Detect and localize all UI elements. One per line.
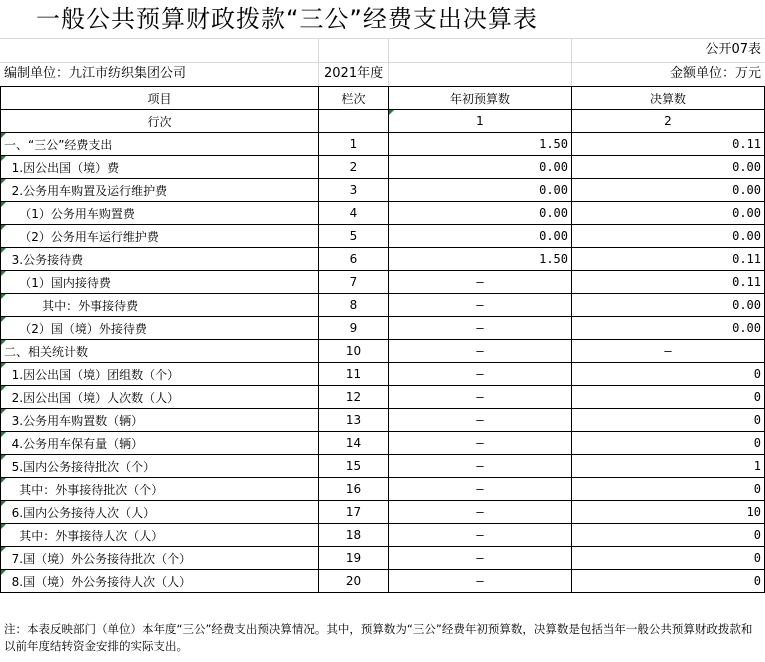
table-row [1,294,765,317]
row-number: 14 [319,432,389,455]
row-actual: 0.00 [572,179,765,202]
row-number: 19 [319,547,389,570]
row-budget: – [389,386,572,409]
table-header-row [1,87,765,110]
table-row [1,501,765,524]
row-actual: 0.00 [572,156,765,179]
row-label: 7.国（境）外公务接待批次（个） [1,547,319,570]
row-budget: 0.00 [389,225,572,248]
table-row [1,432,765,455]
row-label: 1.因公出国（境）团组数（个） [1,363,319,386]
row-label: 1.因公出国（境）费 [1,156,319,179]
table-row [1,455,765,478]
row-number: 16 [319,478,389,501]
row-number: 13 [319,409,389,432]
index-blank [319,110,389,133]
table-row [1,524,765,547]
table-row [1,317,765,340]
row-label: 8.国（境）外公务接待人次（人） [1,570,319,593]
row-budget: – [389,409,572,432]
row-budget: – [389,271,572,294]
table-row [1,156,765,179]
row-label: 其中：外事接待费 [1,294,319,317]
row-actual: 0.00 [572,202,765,225]
row-actual: 0 [572,547,765,570]
table-row [1,570,765,593]
row-actual: 0 [572,363,765,386]
row-number: 17 [319,501,389,524]
row-actual: 10 [572,501,765,524]
row-actual: 0 [572,478,765,501]
report-year: 2021年度 [324,66,384,81]
row-label: （2）公务用车运行维护费 [1,225,319,248]
row-number: 4 [319,202,389,225]
row-budget: 0.00 [389,156,572,179]
row-actual: 0 [572,409,765,432]
row-label: 其中：外事接待批次（个） [1,478,319,501]
table-row [1,225,765,248]
reporting-unit: 编制单位：九江市纺织集团公司 [4,66,187,81]
row-label: 二、相关统计数 [1,340,319,363]
row-number: 10 [319,340,389,363]
row-label: 2.因公出国（境）人次数（人） [1,386,319,409]
row-number: 18 [319,524,389,547]
row-budget: – [389,478,572,501]
row-label: 4.公务用车保有量（辆） [1,432,319,455]
row-actual: 0 [572,570,765,593]
index-label: 行次 [1,110,319,133]
row-budget: 1.50 [389,248,572,271]
header-budget: 年初预算数 [389,87,572,110]
row-budget: – [389,570,572,593]
table-row [1,478,765,501]
footnote: 注：本表反映部门（单位）本年度“三公”经费支出预决算情况。其中，预算数为“三公”经费年初预算数，决算数是包括当年一般公共预算财政拨款和以前年度结转资金安排的实际支出。 [4,622,753,653]
row-number: 6 [319,248,389,271]
header-column-number: 栏次 [319,87,389,110]
row-number: 12 [319,386,389,409]
row-budget: 0.00 [389,179,572,202]
amount-unit: 金额单位：万元 [669,66,761,81]
row-budget: 0.00 [389,202,572,225]
row-actual: 0.00 [572,317,765,340]
row-label: 其中：外事接待人次（人） [1,524,319,547]
row-number: 2 [319,156,389,179]
table-row [1,547,765,570]
header-actual: 决算数 [572,87,765,110]
index-actual: 2 [572,110,765,133]
row-label: 3.公务接待费 [1,248,319,271]
row-budget: – [389,432,572,455]
row-number: 15 [319,455,389,478]
row-label: （2）国（境）外接待费 [1,317,319,340]
form-code: 公开07表 [705,42,761,57]
row-budget: – [389,501,572,524]
table-row [1,248,765,271]
row-number: 7 [319,271,389,294]
sheet-gridline [388,38,389,86]
index-budget: 1 [389,110,572,133]
row-budget: – [389,317,572,340]
table-row [1,363,765,386]
sheet-gridline [0,62,765,63]
sheet-gridline [318,38,319,86]
row-budget: – [389,524,572,547]
page-title: 一般公共预算财政拨款“三公”经费支出决算表 [36,5,538,33]
row-actual: 0.11 [572,271,765,294]
row-number: 8 [319,294,389,317]
row-label: 3.公务用车购置数（辆） [1,409,319,432]
row-budget: – [389,294,572,317]
expenditure-table [0,86,765,593]
row-number: 3 [319,179,389,202]
row-actual: 0 [572,386,765,409]
header-item: 项目 [1,87,319,110]
row-label: 2.公务用车购置及运行维护费 [1,179,319,202]
table-row [1,202,765,225]
row-actual: 0.00 [572,294,765,317]
row-actual: 0.11 [572,248,765,271]
row-budget: – [389,363,572,386]
row-label: 5.国内公务接待批次（个） [1,455,319,478]
table-row [1,133,765,156]
table-row [1,386,765,409]
table-row [1,179,765,202]
row-label: （1）公务用车购置费 [1,202,319,225]
row-budget: – [389,340,572,363]
row-number: 9 [319,317,389,340]
sheet-gridline [0,38,765,39]
row-actual: 0.00 [572,225,765,248]
row-budget: 1.50 [389,133,572,156]
row-actual: 1 [572,455,765,478]
row-actual: 0 [572,432,765,455]
row-label: 一、“三公”经费支出 [1,133,319,156]
table-row [1,271,765,294]
sheet-gridline [571,38,572,86]
row-label: （1）国内接待费 [1,271,319,294]
row-label: 6.国内公务接待人次（人） [1,501,319,524]
row-number: 11 [319,363,389,386]
row-actual: 0 [572,524,765,547]
row-number: 20 [319,570,389,593]
row-number: 1 [319,133,389,156]
row-budget: – [389,547,572,570]
table-index-row [1,110,765,133]
row-number: 5 [319,225,389,248]
table-row [1,340,765,363]
row-budget: – [389,455,572,478]
table-row [1,409,765,432]
row-actual: 0.11 [572,133,765,156]
row-actual: – [572,340,765,363]
